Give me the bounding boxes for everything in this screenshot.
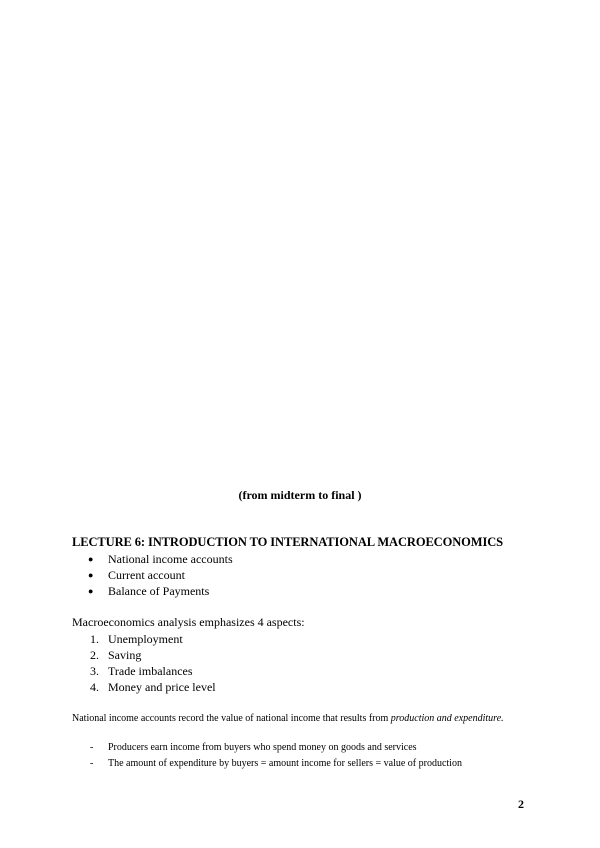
list-number: 3. [90, 664, 99, 678]
lecture-title: LECTURE 6: INTRODUCTION TO INTERNATIONAL MACROECONOMICS [72, 535, 504, 549]
bullet-icon: ● [88, 570, 94, 580]
paragraph-emphasis: production and expenditure. [390, 713, 504, 724]
list-number: 2. [90, 648, 99, 662]
list-item-text: Producers earn income from buyers who spend money on goods and services [108, 742, 417, 753]
list-item-text: Money and price level [108, 680, 216, 694]
list-item-text: National income accounts [108, 552, 233, 566]
list-item-text: The amount of expenditure by buyers = amount income for sellers = value of production [108, 758, 462, 769]
list-item-text: Balance of Payments [108, 584, 210, 598]
paragraph-text: National income accounts record the value of national income that results from [72, 713, 389, 724]
dash-icon: - [90, 742, 94, 753]
bullet-icon: ● [88, 554, 94, 564]
list-number: 4. [90, 680, 99, 694]
page-number: 2 [518, 797, 524, 811]
list-item-text: Saving [108, 648, 142, 662]
aspects-intro: Macroeconomics analysis emphasizes 4 aspects: [72, 615, 305, 629]
dash-icon: - [90, 758, 94, 769]
list-item-text: Trade imbalances [108, 664, 193, 678]
national-income-paragraph [72, 711, 512, 727]
section-subtitle: (from midterm to final ) [238, 488, 362, 502]
bullet-icon: ● [88, 586, 94, 596]
list-item-text: Current account [108, 568, 185, 582]
list-number: 1. [90, 632, 99, 646]
list-item-text: Unemployment [108, 632, 183, 646]
